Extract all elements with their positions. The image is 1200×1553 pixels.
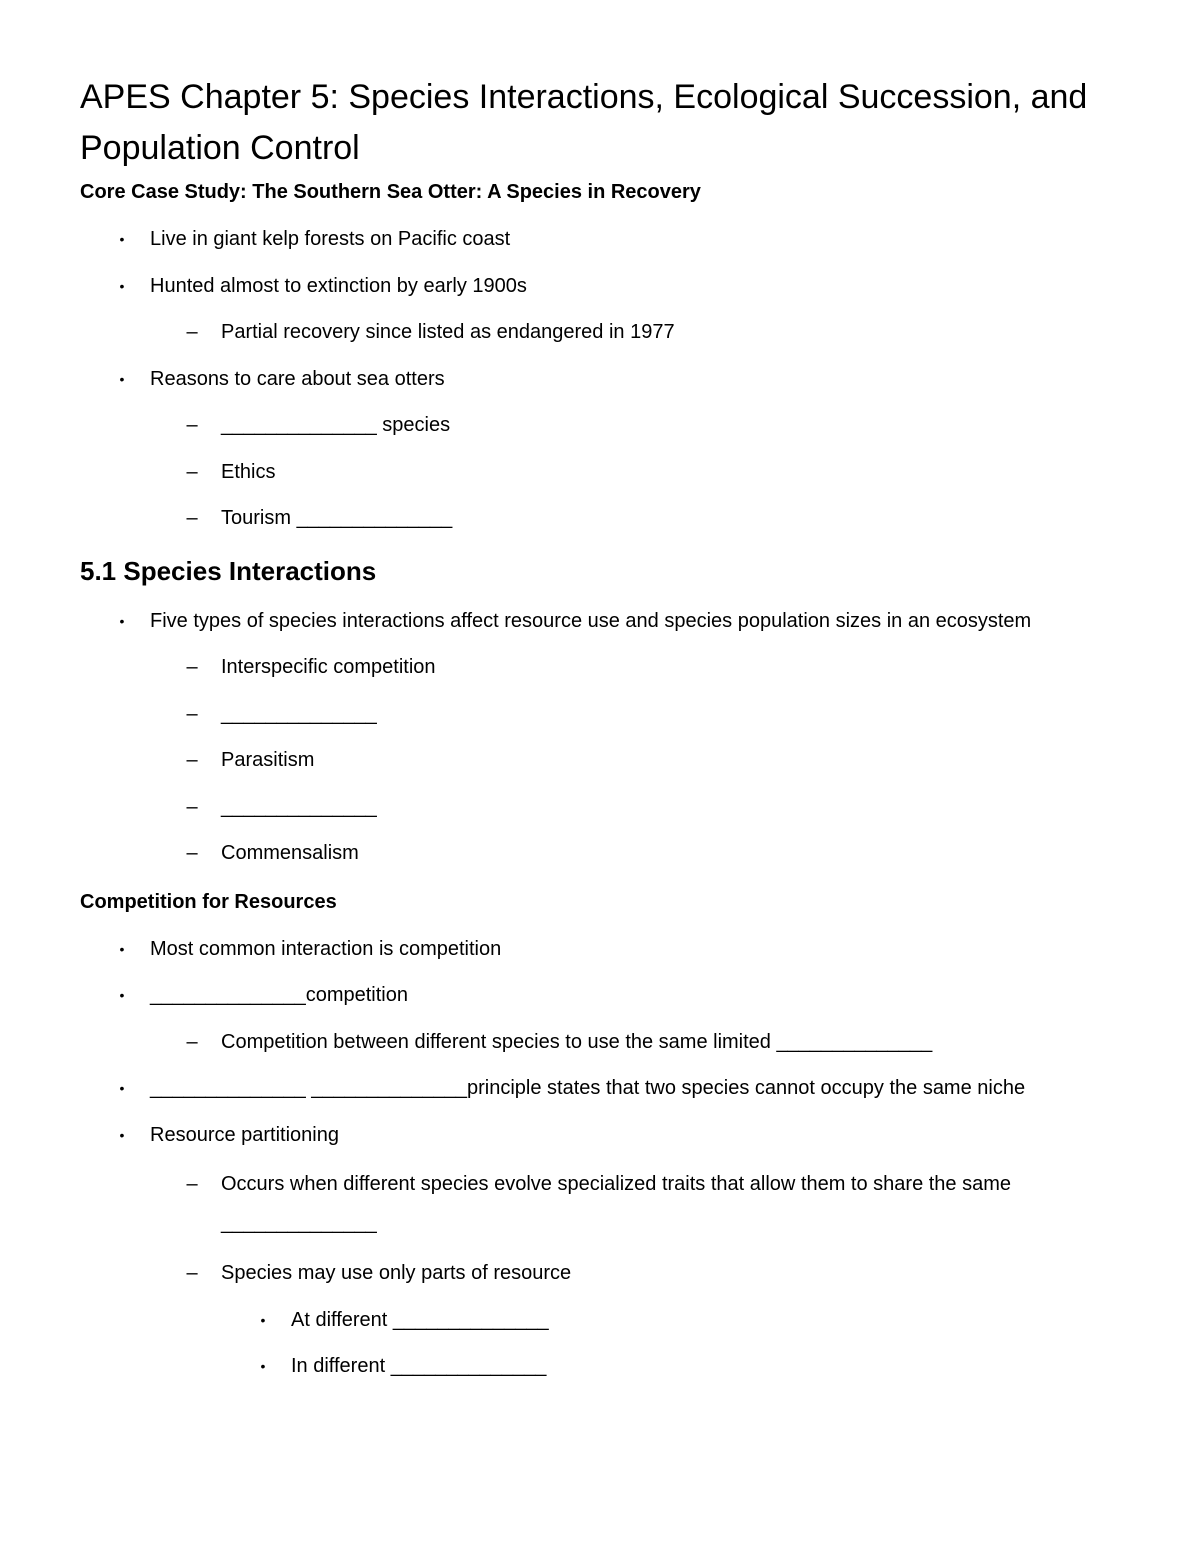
list-item [80,1304,1120,1351]
dash-marker: – [186,1030,198,1053]
competition-heading: Competition for Resources [80,890,337,913]
list-item-text: Reasons to care about sea otters [150,367,445,390]
list-item [80,223,1120,270]
section-heading: 5.1 Species Interactions [80,555,377,586]
list-item-text: Ethics [221,460,276,483]
list-item-text: Five types of species interactions affect resource use and species population sizes in an ecosystem [150,609,1032,632]
list-item-text: In different ______________ [291,1355,547,1377]
list-item [80,316,1120,363]
list-item [80,409,1120,456]
case-study-heading: Core Case Study: The Southern Sea Otter: A Species in Recovery [80,181,701,203]
bullet-marker: • [119,1126,125,1143]
list-item [80,651,1120,698]
list-item [80,363,1120,410]
bullet-marker: • [119,277,125,294]
page-title: APES Chapter 5: Species Interactions, Ecological Succession, and Population Control [80,78,1088,167]
list-item-text: Species may use only parts of resource [221,1262,572,1284]
list-item-text: At different ______________ [291,1308,549,1331]
bullet-marker: • [119,370,125,387]
bullet-marker: • [119,231,125,247]
dash-marker: – [186,1173,198,1195]
bullet-marker: • [119,1080,125,1096]
list-item-text: ______________ [221,702,377,725]
list-item-text: Parasitism [221,749,315,771]
list-item-text: Competition between different species to use the same limited ______________ [221,1030,933,1053]
list-item [80,979,1120,1026]
list-item [80,1257,1120,1304]
bullet-marker: • [119,987,125,1003]
bullet-marker: • [260,1311,266,1328]
list-item [80,698,1120,745]
list-item [80,1072,1120,1119]
list-item-text: Resource partitioning [150,1123,339,1146]
list-item [80,502,1120,549]
dash-marker: – [186,507,198,529]
list-item-text: ______________ [221,795,377,818]
dash-marker: – [186,656,198,678]
dash-marker: – [186,460,198,483]
list-item [80,1119,1120,1166]
dash-marker: – [186,842,198,864]
list-item-text: Live in giant kelp forests on Pacific coast [150,228,511,250]
list-item-text: Partial recovery since listed as endangered in 1977 [221,321,675,343]
list-item [80,933,1120,980]
dash-marker: – [186,321,198,343]
dash-marker: – [186,1262,198,1284]
list-item-text: Most common interaction is competition [150,937,502,960]
bullet-marker: • [260,1358,266,1374]
bullet-marker: • [119,612,125,629]
list-item-text: Tourism ______________ [221,507,453,529]
dash-marker: – [186,702,198,725]
list-item-text: Interspecific competition [221,656,436,678]
list-item-text: Occurs when different species evolve specialized traits that allow them to share the same ______________ [221,1173,1012,1234]
list-item [80,837,1120,884]
bullet-marker: • [119,940,125,957]
list-item [80,1165,1120,1257]
list-item-text: ______________ species [221,414,451,436]
list-item-text: Hunted almost to extinction by early 1900s [150,274,527,297]
list-item [80,605,1120,652]
dash-marker: – [186,795,198,818]
list-item [80,456,1120,503]
document-page [80,72,1120,1397]
list-item [80,1350,1120,1397]
list-item [80,270,1120,317]
list-item-text: ______________ ______________principle states that two species cannot occupy the same niche [150,1077,1026,1099]
list-item [80,791,1120,838]
list-item-text: Commensalism [221,842,359,864]
dash-marker: – [186,749,198,771]
dash-marker: – [186,414,198,436]
list-item [80,1026,1120,1073]
list-item [80,744,1120,791]
list-item-text: ______________competition [150,984,408,1006]
